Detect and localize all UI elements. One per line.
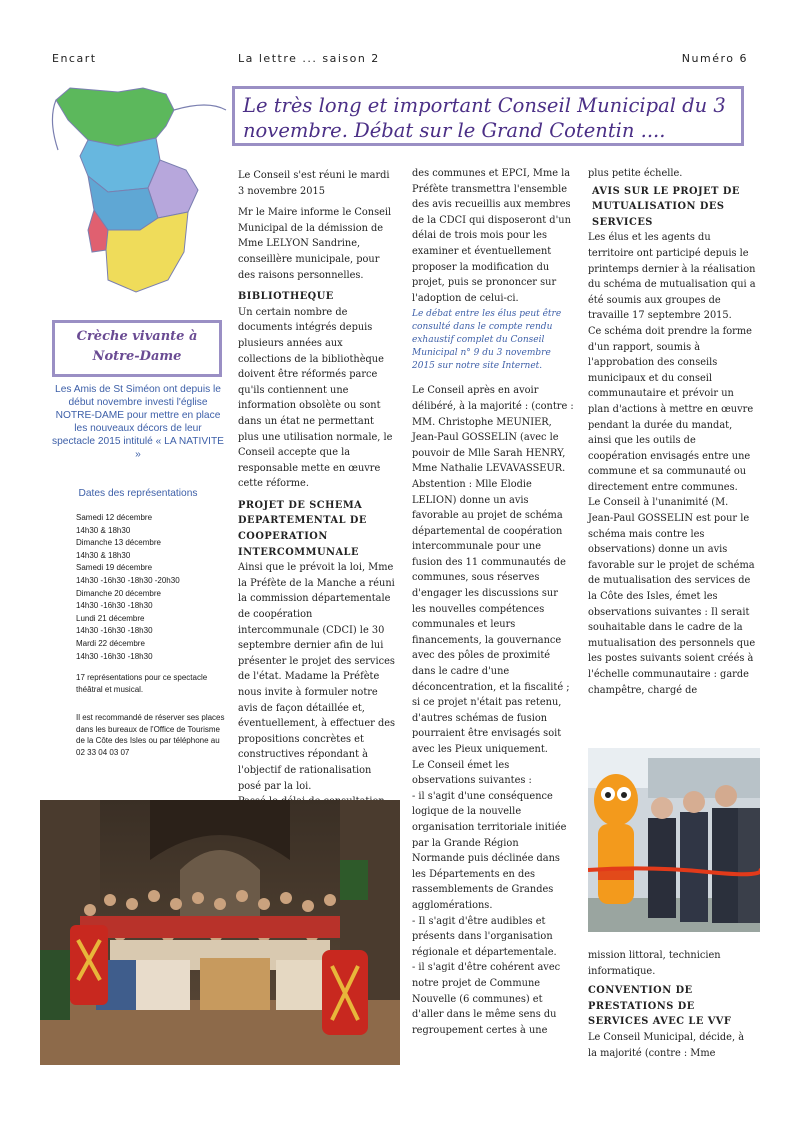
creche-intro-text: Les Amis de St Siméon ont depuis le début novembre investi l'église NOTRE-DAME pour mettre en place les nouveaux décors de leur spectacle 2015 intitulé « LA NATIVITE » — [52, 384, 224, 460]
date-line: Samedi 12 décembre — [76, 513, 153, 522]
header-section-label: Encart — [52, 52, 97, 65]
time-line: 14h30 -16h30 -18h30 — [76, 626, 153, 636]
reservation-note: Il est recommandé de réserver ses places dans les bureaux de l'Office de Tourisme de la Côte des Isles ou par téléphone au 02 33 04 03 07 — [76, 713, 225, 757]
paragraph: Le Conseil après en avoir délibéré, à la majorité : (contre : MM. Christophe MEUNIER, Jean-Paul GOSSELIN (avec le pouvoir de Mlle Sarah HENRY, Mme Nathalie LEVAVASSEUR. Abstention : Mlle Elodie LELION) donne un avis favorable au projet de schéma départemental de coopération intercommunale pour une fusion des 11 communautés de communes, sous réserves d'engager les discussions sur les nouvelles compétences communales et leurs financements, la gouvernance avec des pôles de proximité dans le cadre d'une déconcentration, et la fiscalité ; si ce projet n'était pas retenu, d'autres schémas de fusion pourraient être envisagés soit avec les Pieux uniquement. — [412, 385, 574, 755]
dates-heading: Dates des représentations — [78, 488, 198, 499]
section-heading: BIBLIOTHEQUE — [238, 291, 334, 303]
text-column-3-continued — [588, 948, 756, 1067]
time-line: 14h30 & 18h30 — [76, 525, 131, 535]
header-newsletter-title: La lettre ... saison 2 — [238, 52, 380, 65]
section-heading: CONVENTION DE PRESTATIONS DE SERVICES AVEC LE VVF — [588, 985, 732, 1028]
creche-title-box: Crèche vivante à Notre-Dame — [52, 320, 222, 377]
paragraph: - Il s'agit d'être audibles et présents dans l'organisation régionale et départementale. — [412, 915, 557, 958]
paragraph: Ainsi que le prévoit la loi, Mme la Préfète de la Manche a réuni la commission départementale de coopération intercommunale (CDCI) le 30 septembre dernier afin de lui présenter le projet des services de l'état. Madame la Préfète nous invite à formuler notre avis de façon détaillée et, éventuellement, à effectuer des propositions concrètes et constructives répondant à l'objectif de rationalisation posé par la loi. — [238, 562, 396, 792]
ribbon-cutting-photo — [588, 748, 760, 932]
creche-cast-photo — [40, 800, 400, 1065]
paragraph: - il s'agit d'être cohérent avec notre projet de Commune Nouvelle (6 communes) et d'aller dans le même sens du regroupement certes à une — [412, 962, 561, 1036]
paragraph: plus petite échelle. — [588, 168, 683, 179]
paragraph: Mr le Maire informe le Conseil Municipal de la démission de Mme LELYON Sandrine, conseillère municipale, pour des raisons personnelles. — [238, 207, 392, 281]
dates-list — [76, 512, 226, 663]
date-line: Samedi 19 décembre — [76, 563, 153, 573]
paragraph: Ce schéma doit prendre la forme d'un rapport, soumis à l'approbation des conseils municipaux et du conseil communautaire et prévoir un plan d'actions à mettre en œuvre pendant la durée du mandat, ainsi que les outils de coopération envisagés entre une commune et sa communauté ou directement entre communes. — [588, 325, 754, 493]
text-column-1 — [238, 168, 396, 816]
paragraph: Le Conseil émet les observations suivantes : — [412, 759, 532, 787]
time-line: 14h30 -16h30 -18h30 -20h30 — [76, 575, 180, 585]
paragraph: - il s'agit d'une conséquence logique de la nouvelle organisation territoriale initiée par la Grande Région Normande puis déclinée dans les Départements en des rassemblements de Grandes agglomérations. — [412, 790, 567, 911]
section-heading: PROJET DE SCHEMA DEPARTEMENTAL DE COOPERATION INTERCOMMUNALE — [238, 499, 367, 558]
time-line: 14h30 -16h30 -18h30 — [76, 651, 153, 661]
representations-note: 17 représentations pour ce spectacle théâtral et musical. — [76, 673, 208, 694]
date-line: Mardi 22 décembre — [76, 638, 145, 648]
header-issue-number: Numéro 6 — [681, 52, 748, 65]
paragraph: Un certain nombre de documents intégrés depuis plusieurs années aux collections de la bibliothèque doivent être réformés parce qu'ils contiennent une information obsolète ou sont dans un état ne permettant plus une utilisation normale, le Conseil accepte que la responsable mette en œuvre cette réforme. — [238, 306, 393, 490]
paragraph: Le Conseil Municipal, décide, à la majorité (contre : Mme — [588, 1031, 745, 1059]
paragraph: mission littoral, technicien informatique. — [588, 950, 721, 977]
paragraph: des communes et EPCI, Mme la Préfète transmettra l'ensemble des avis recueillis aux membres de la CDCI qui disposeront d'un délai de trois mois pour les examiner et éventuellement proposer la modification du projet, puis se prononcer sur l'adoption de celui-ci. — [412, 168, 571, 304]
date-line: Dimanche 13 décembre — [76, 538, 161, 548]
date-line: Dimanche 20 décembre — [76, 588, 161, 598]
time-line: 14h30 -16h30 -18h30 — [76, 601, 153, 611]
paragraph: Le Conseil s'est réuni le mardi 3 novembre 2015 — [238, 170, 390, 197]
text-column-2 — [412, 166, 574, 1044]
paragraph: Les élus et les agents du territoire ont participé depuis le printemps dernier à la réalisation du schéma de mutualisation qui a été soumis aux groupes de travaille 17 septembre 2015. — [588, 232, 756, 322]
section-heading: AVIS SUR LE PROJET DE MUTUALISATION DES SERVICES — [592, 185, 740, 228]
website-note: Le débat entre les élus peut être consulté dans le compte rendu exhaustif complet du Conseil Municipal n° 9 du 3 novembre 2015 sur notre site Internet. — [412, 309, 562, 372]
article-title: Le très long et important Conseil Municipal du 3 novembre. Débat sur le Grand Cotentin .... — [232, 86, 744, 146]
date-line: Lundi 21 décembre — [76, 613, 145, 623]
time-line: 14h30 & 18h30 — [76, 550, 131, 560]
territory-map-image — [48, 80, 228, 305]
text-column-3 — [588, 166, 756, 704]
paragraph: Le Conseil à l'unanimité (M. Jean-Paul GOSSELIN est pour le schéma mais contre les observations) donne un avis favorable sur le projet de schéma de mutualisation des services de la Côte des Isles, émet les observations suivantes : Il serait souhaitable dans le cadre de la mutualisation des personnels que les postes suivants soient créés à l'échelle communautaire : garde champêtre, chargé de — [588, 497, 756, 696]
